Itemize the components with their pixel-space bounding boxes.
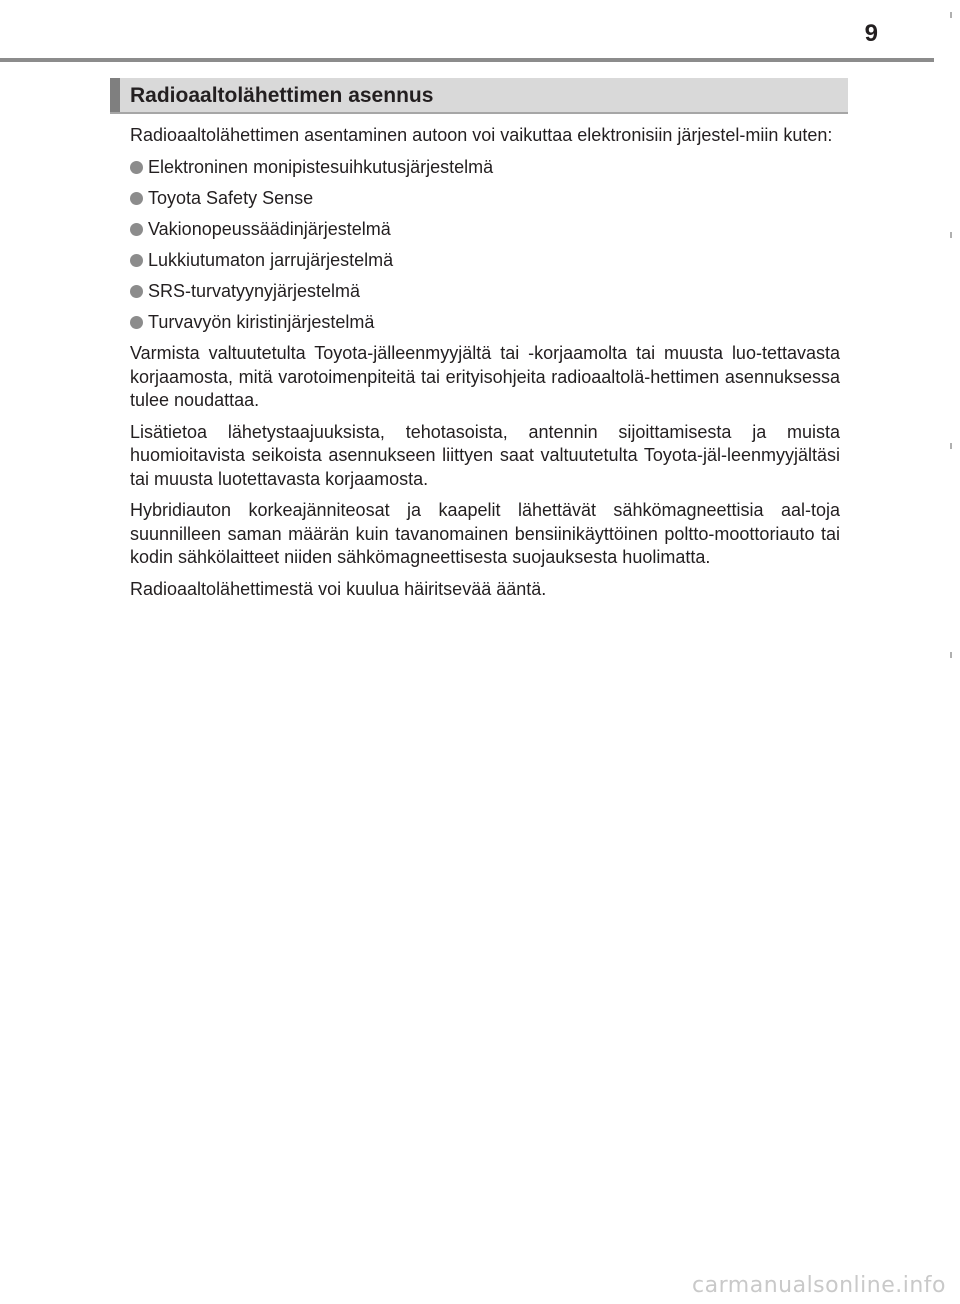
list-item [130, 280, 840, 304]
list-item-text: Turvavyön kiristinjärjestelmä [148, 311, 375, 332]
bullet-dot-icon [130, 223, 143, 236]
bullet-dot-icon [130, 316, 143, 329]
system-list [130, 156, 840, 335]
list-item [130, 187, 840, 211]
body-paragraph: Lisätietoa lähetystaajuuksista, tehotasoista, antennin sijoittamisesta ja muista huomioitavista seikoista asennukseen liittyen saat valtuutetulta Toyota-jäl-leenmyyjältäsi tai muusta luotettavasta korjaamosta. [130, 421, 840, 489]
list-item-text: Toyota Safety Sense [148, 187, 314, 208]
bullet-dot-icon [130, 192, 143, 205]
watermark-text: carmanualsonline.info [692, 1273, 946, 1298]
bullet-dot-icon [130, 161, 143, 174]
list-item [130, 249, 840, 273]
body-paragraph: Hybridiauton korkeajänniteosat ja kaapelit lähettävät sähkömagneettisia aal-toja suunnilleen saman määrän kuin tavanomainen bensiinikäyttöinen poltto-moottoriauto tai kodin sähkölaitteet niiden sähkömagneettisesta suojauksesta huolimatta. [130, 500, 840, 567]
side-tick [950, 652, 952, 658]
list-item-text: SRS-turvatyynyjärjestelmä [148, 280, 361, 301]
section-header-bar [110, 78, 120, 112]
top-rule [0, 58, 934, 62]
bullet-dot-icon [130, 285, 143, 298]
side-tick [950, 232, 952, 238]
list-item [130, 311, 840, 335]
side-tick [950, 12, 952, 18]
section-title: Radioaaltolähettimen asennus [130, 84, 434, 107]
body-paragraph: Radioaaltolähettimestä voi kuulua häiritsevää ääntä. [130, 578, 547, 599]
list-item-text: Vakionopeussäädinjärjestelmä [148, 218, 391, 239]
side-tick [950, 443, 952, 449]
list-item-text: Elektroninen monipistesuihkutusjärjestelmä [148, 156, 494, 177]
main-content [130, 124, 840, 609]
intro-paragraph: Radioaaltolähettimen asentaminen autoon voi vaikuttaa elektronisiin järjestel-miin kuten: [130, 125, 833, 145]
list-item [130, 156, 840, 180]
bullet-dot-icon [130, 254, 143, 267]
list-item [130, 218, 840, 242]
section-header [110, 78, 848, 114]
list-item-text: Lukkiutumaton jarrujärjestelmä [148, 249, 394, 270]
side-tick-marks [950, 0, 952, 700]
body-paragraph: Varmista valtuutetulta Toyota-jälleenmyyjältä tai -korjaamolta tai muusta luo-tettavasta korjaamosta, mitä varotoimenpiteitä tai erityisohjeita radioaaltolä-hettimen asennuksessa tulee noudattaa. [130, 343, 840, 410]
page-number: 9 [864, 20, 878, 47]
